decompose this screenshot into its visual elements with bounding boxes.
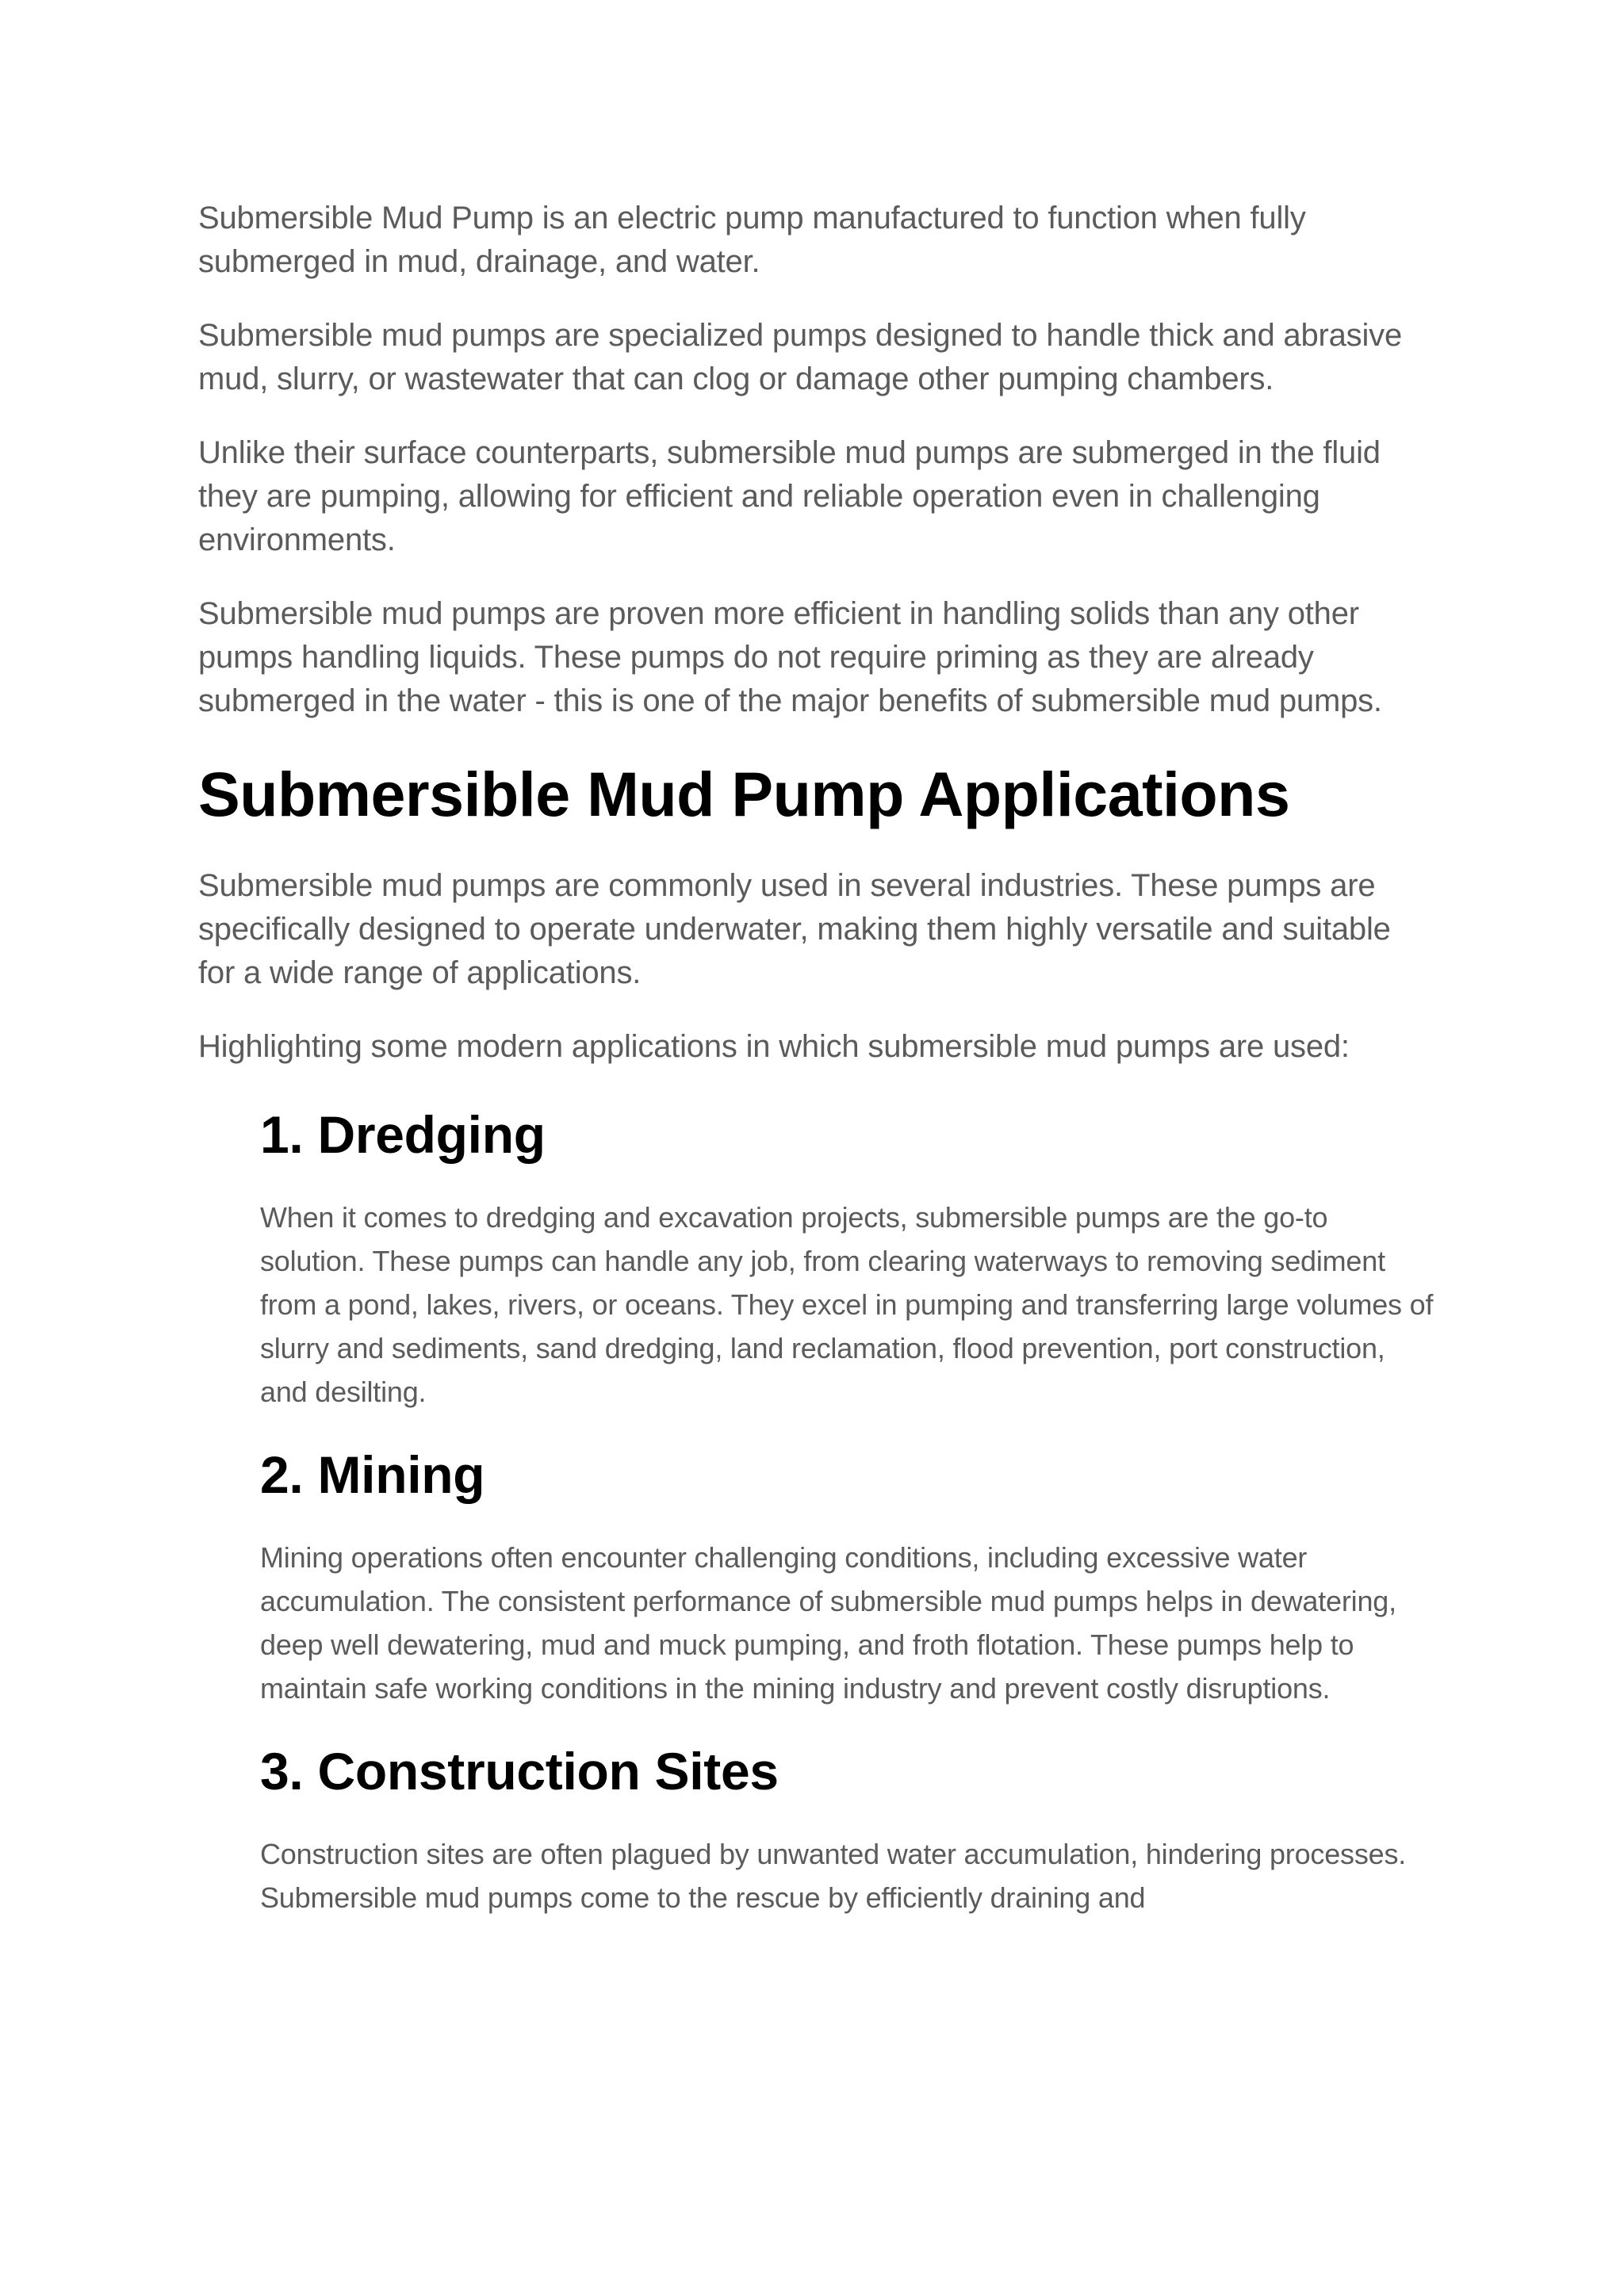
application-heading: 1. Dredging: [260, 1105, 546, 1164]
document-content: [198, 197, 1435, 1950]
application-item: [260, 1740, 1435, 1919]
application-text: Mining operations often encounter challenging conditions, including excessive water accumulation. The consistent performance of submersible mud pumps helps in dewatering, deep well dewatering, mud and muck pumping, and froth flotation. These pumps help to maintain safe working conditions in the mining industry and prevent costly disruptions.: [260, 1541, 1396, 1705]
intro-paragraph: Unlike their surface counterparts, submersible mud pumps are submerged in the fluid they are pumping, allowing for efficient and reliable operation even in challenging environments.: [198, 435, 1381, 557]
applications-intro: [198, 864, 1435, 1069]
application-text: When it comes to dredging and excavation projects, submersible pumps are the go-to solution. These pumps can handle any job, from clearing waterways to removing sediment from a pond, lakes, rivers, or oceans. They excel in pumping and transferring large volumes of slurry and sediments, sand dredging, land reclamation, flood prevention, port construction, and desilting.: [260, 1201, 1434, 1408]
intro-section: [198, 197, 1435, 723]
intro-paragraph: Submersible Mud Pump is an electric pump manufactured to function when fully submerged in mud, drainage, and water.: [198, 201, 1306, 279]
applications-list: [260, 1104, 1435, 1919]
application-heading: 3. Construction Sites: [260, 1742, 779, 1800]
application-text: Construction sites are often plagued by unwanted water accumulation, hindering processes. Submersible mud pumps come to the rescue by efficiently draining and: [260, 1838, 1407, 1914]
intro-paragraph: Submersible mud pumps are specialized pumps designed to handle thick and abrasive mud, slurry, or wastewater that can clog or damage other pumping chambers.: [198, 318, 1403, 396]
application-item: [260, 1444, 1435, 1710]
application-heading: 2. Mining: [260, 1445, 485, 1504]
section-paragraph: Submersible mud pumps are commonly used in several industries. These pumps are specifically designed to operate underwater, making them highly versatile and suitable for a wide range of applications.: [198, 868, 1391, 990]
section-heading: Submersible Mud Pump Applications: [198, 759, 1290, 829]
section-paragraph: Highlighting some modern applications in which submersible mud pumps are used:: [198, 1029, 1350, 1064]
intro-paragraph: Submersible mud pumps are proven more efficient in handling solids than any other pumps handling liquids. These pumps do not require priming as they are already submerged in the water - this is one of the major benefits of submersible mud pumps.: [198, 596, 1382, 718]
application-item: [260, 1104, 1435, 1414]
